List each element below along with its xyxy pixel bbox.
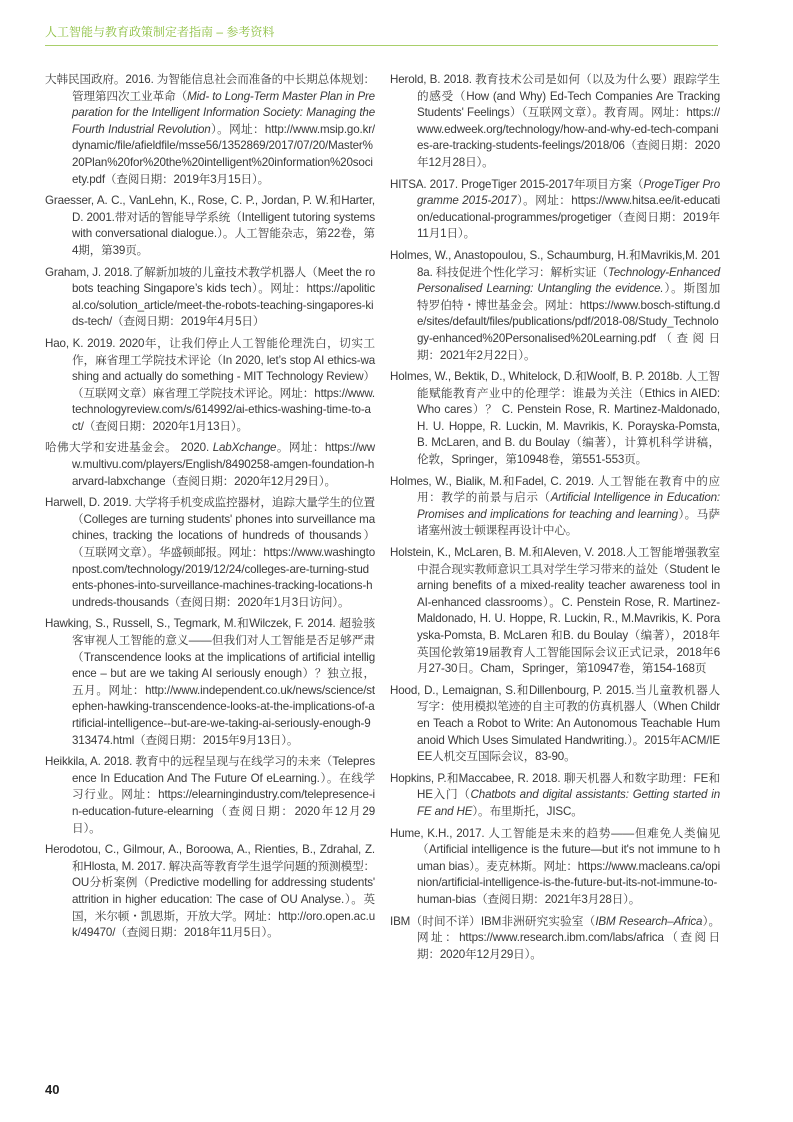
reference-entry bbox=[390, 177, 720, 243]
reference-text: ）。网址：https://www.research.ibm.com/labs/africa（查阅日期：2020年12月29日）。 bbox=[417, 914, 720, 961]
reference-text: ）。马萨诸塞州波士顿课程再设计中心。 bbox=[417, 507, 720, 538]
reference-entry bbox=[390, 771, 720, 821]
reference-text: Holstein, K., McLaren, B. M.和Aleven, V. 2018.人工智能增强教室中混合现实教师意识工具对学生学习带来的益处（Student learning benefits of a mixed-reality teacher awareness tool in AI-enhanced classrooms）。C. Penstein Rose, R. Martinez-Maldonado, H. U. Hoppe, R. Luckin, R., M.Mavrikis, K. Porayska-Pomsta, B. McLaren 和B. du Boulay（编著），2018年英国伦敦第19届教育人工智能国际会议正式记录，2018年6月27-30日。Cham，Springer，第10947卷，第154-168页 bbox=[390, 546, 720, 676]
reference-entry bbox=[45, 265, 375, 331]
reference-text: Heikkila, A. 2018. 教育中的远程呈现与在线学习的未来（Telepresence In Education And The Future Of eLearning.）。在线学习行业。网址：https://elearningindustry.com/telepresence-in-education-future-elearning（查阅日期：2020年12月29日）。 bbox=[45, 755, 375, 835]
reference-text: Holmes, W., Bialik, M.和Fadel, C. 2019. 人工智能在教育中的应用：教学的前景与启示（ bbox=[390, 474, 720, 505]
reference-title-italic: Mid- to Long-Term Master Plan in Preparation for the Intelligent Information Society: Managing the Fourth Industrial Revolution bbox=[72, 89, 375, 136]
reference-entry bbox=[390, 826, 720, 909]
reference-text: ）。布里斯托，JISC。 bbox=[472, 804, 583, 818]
reference-text: HITSA. 2017. ProgeTiger 2015-2017年项目方案（ bbox=[390, 177, 644, 191]
reference-entry bbox=[45, 616, 375, 749]
reference-text: IBM（时间不详）IBM非洲研究实验室（ bbox=[390, 914, 596, 928]
reference-text: Hawking, S., Russell, S., Tegmark, M.和Wilczek, F. 2014. 超验骇客审视人工智能的意义——但我们对人工智能是否足够严肃（Transcendence looks at the implications of artificial intelligence – but are we taking AI seriously enough）？独立报，五月。网址：http://www.independent.co.uk/news/science/stephen-hawking-transcendence-looks-at-the-implications-of-artificial-intelligence--but-are-we-taking-ai-seriously-enough-9313474.html（查阅日期：2015年9月13日）。 bbox=[45, 617, 375, 747]
reference-entry bbox=[390, 72, 720, 172]
running-header: 人工智能与教育政策制定者指南 – 参考资料 bbox=[45, 25, 275, 39]
reference-entry bbox=[45, 193, 375, 259]
reference-title-italic: Chatbots and digital assistants: Getting started in FE and HE bbox=[417, 788, 720, 818]
reference-text: Holmes, W., Anastopoulou, S., Schaumburg, H.和Mavrikis,M. 2018a. 科技促进个性化学习：解析实证（ bbox=[390, 248, 720, 279]
reference-text: 哈佛大学和安进基金会。 2020. bbox=[45, 441, 213, 455]
references-right-column bbox=[390, 72, 720, 968]
reference-text: 。网址：https://www.multivu.com/players/English/8490258-amgen-foundation-harvard-labxchange（查阅日期：2020年12月29日）。 bbox=[72, 441, 375, 488]
reference-title-italic: ProgeTiger Programme 2015-2017 bbox=[417, 177, 720, 208]
reference-entry bbox=[45, 440, 375, 490]
reference-entry bbox=[45, 842, 375, 942]
header-divider bbox=[45, 45, 718, 46]
reference-title-italic: Artificial Intelligence in Education: Promises and implications for teaching and learning bbox=[417, 491, 720, 521]
reference-entry bbox=[390, 248, 720, 364]
reference-entry bbox=[390, 683, 720, 766]
page-number: 40 bbox=[45, 1082, 60, 1097]
reference-text: ）。网址：http://www.msip.go.kr/dynamic/file/afieldfile/msse56/1352869/2017/07/20/Master%20Plan%20for%20the%20intelligent%20information%20society.pdf（查阅日期：2019年3月15日）。 bbox=[72, 122, 376, 186]
reference-entry bbox=[390, 474, 720, 540]
reference-title-italic: Technology-Enhanced Personalised Learning: Untangling the evidence. bbox=[417, 265, 720, 296]
reference-entry bbox=[390, 914, 720, 964]
reference-text: Hume, K.H., 2017. 人工智能是未来的趋势——但难免人类偏见（Artificial intelligence is the future—but it's not immune to human bias）。麦克林斯。网址：https://www.macleans.ca/opinion/artificial-intelligence-is-the-future-but-its-not-immune-to-human-bias（查阅日期：2021年3月28日）。 bbox=[390, 826, 721, 906]
reference-entry bbox=[390, 369, 720, 469]
reference-title-italic: LabXchange bbox=[212, 441, 277, 455]
reference-text: Graham, J. 2018.了解新加坡的儿童技术教学机器人（Meet the robots teaching Singapore’s kids tech）。网址：https://apolitical.co/solution_article/meet-the-robots-teaching-singapores-kids-tech/（查阅日期：2019年4月5日） bbox=[45, 265, 375, 329]
reference-text: Graesser, A. C., VanLehn, K., Rose, C. P., Jordan, P. W.和Harter,D. 2001.带对话的智能导学系统（Intelligent tutoring systems with conversational dialogue.）。人工智能杂志，第22卷，第4期，第39页。 bbox=[45, 194, 375, 257]
references-left-column bbox=[45, 72, 375, 947]
reference-text: Herold, B. 2018. 教育技术公司是如何（以及为什么要）跟踪学生的感受（How (and Why) Ed-Tech Companies Are Tracking Students' Feelings）（互联网文章）。教育周。网址：https://www.edweek.org/technology/how-and-why-ed-tech-companies-are-tracking-students-feelings/2018/06（查阅日期：2020年12月28日）。 bbox=[390, 73, 720, 169]
reference-entry bbox=[390, 545, 720, 678]
reference-entry bbox=[45, 495, 375, 611]
reference-text: Herodotou, C., Gilmour, A., Boroowa, A., Rienties, B., Zdrahal, Z.和Hlosta, M. 2017. 解决高等教育学生退学问题的预测模型：OU分析案例（Predictive modelling for addressing students' attrition in higher education: The case of OU Analyse.）。英国，米尔顿・凯恩斯，开放大学。网址：http://oro.open.ac.uk/49470/（查阅日期：2018年11月5日）。 bbox=[45, 843, 375, 940]
reference-title-italic: IBM Research–Africa bbox=[595, 914, 703, 928]
reference-text: Harwell, D. 2019. 大学将手机变成监控器材，追踪大量学生的位置（Colleges are turning students' phones into surveillance machines, tracking the locations of hundreds of thousands）（互联网文章）。华盛顿邮报。网址：https://www.washingtonpost.com/technology/2019/12/24/colleges-are-turning-students-phones-into-surveillance-machines-tracking-locations-hundreds-thousands（查阅日期：2020年1月3日访问）。 bbox=[45, 496, 375, 609]
reference-text: ）。斯图加特罗伯特・博世基金会。网址：https://www.bosch-stiftung.de/sites/default/files/publications/pdf/2018-08/Study_Technology-enhanced%20Personalised%20Learning.pdf（查阅日期：2021年2月22日）。 bbox=[417, 282, 721, 362]
reference-entry bbox=[45, 754, 375, 837]
reference-text: Hopkins, P.和Maccabee, R. 2018. 聊天机器人和数字助理：FE和HE入门（ bbox=[390, 771, 720, 802]
reference-entry bbox=[45, 72, 375, 188]
reference-text: Hood, D., Lemaignan, S.和Dillenbourg, P. 2015.当儿童教机器人写字：使用模拟笔迹的自主可教的仿真机器人（When Children Teach a Robot to Write: An Autonomous Teachable Humanoid Which Uses Simulated Handwriting.）。2015年ACM/IEEE人机交互国际会议，83-90。 bbox=[390, 683, 720, 764]
reference-text: ）。网址：https://www.hitsa.ee/it-education/educational-programmes/progetiger（查阅日期：2019年11月1日）。 bbox=[417, 194, 720, 241]
reference-text: Hao, K. 2019. 2020年，让我们停止人工智能伦理洗白，切实工作，麻省理工学院技术评论（In 2020, let’s stop AI ethics-washing and actually do something - MIT Technology Review）（互联网文章）麻省理工学院技术评论。网址：https://www.technologyreview.com/s/614992/ai-ethics-washing-time-to-act/（查阅日期：2020年1月13日）。 bbox=[45, 336, 375, 433]
reference-text: 大韩民国政府。2016. 为智能信息社会而准备的中长期总体规划：管理第四次工业革命（ bbox=[45, 73, 375, 103]
reference-entry bbox=[45, 336, 375, 436]
reference-text: Holmes, W., Bektik, D., Whitelock, D.和Woolf, B. P. 2018b. 人工智能赋能教育产业中的伦理学：谁最为关注（Ethics in AIED: Who cares）？ C. Penstein Rose, R. Martinez-Maldonado, H. U. Hoppe, R. Luckin, M. Mavrikis, K. Porayska-Pomsta, B. McLaren, and B. du Boulay（编著），计算机科学讲稿，伦敦，Springer，第10948卷，第551-553页。 bbox=[390, 370, 720, 467]
